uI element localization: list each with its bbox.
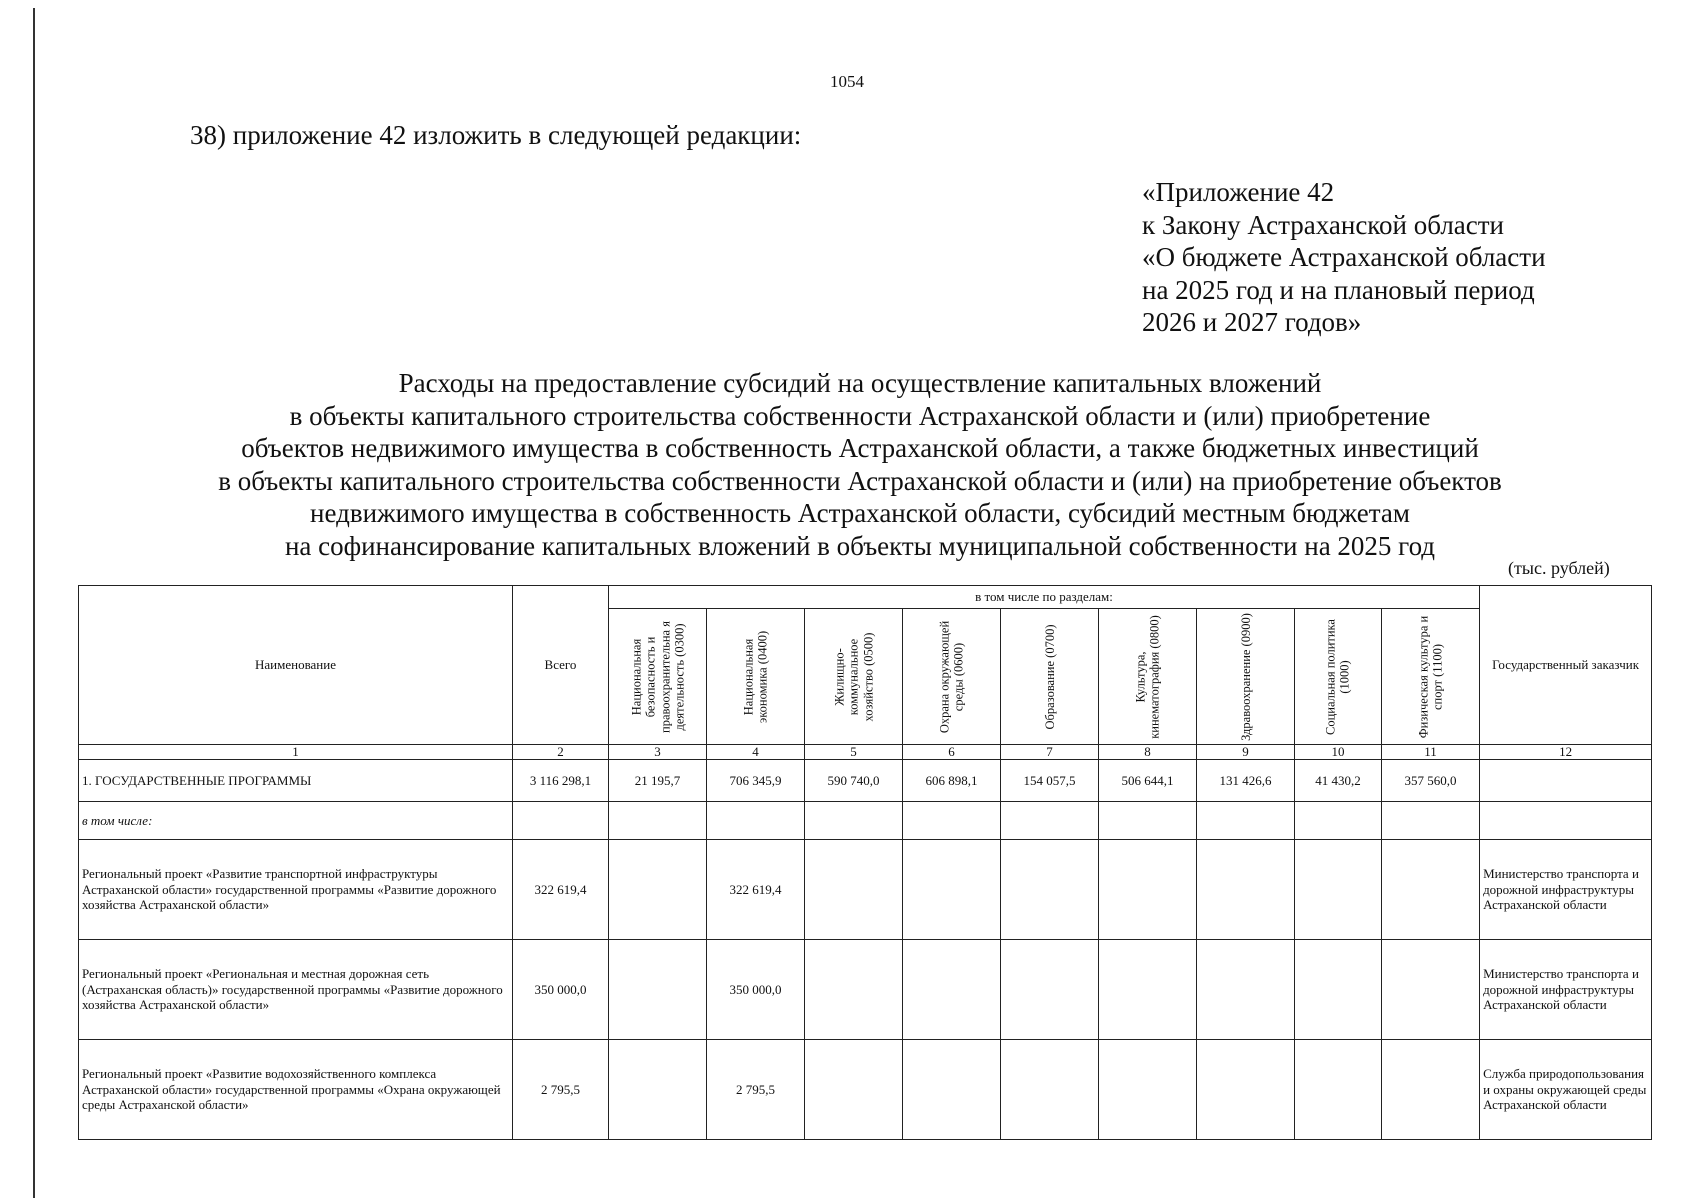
row-section-value — [1382, 802, 1480, 840]
binding-margin-line — [33, 8, 35, 1198]
row-section-value — [1197, 802, 1295, 840]
row-customer — [1480, 802, 1652, 840]
row-section-value — [1197, 840, 1295, 940]
header-section-label: Здравоохранение (0900) — [1238, 612, 1253, 741]
header-section-label: Культура, кинематография (0800) — [1133, 614, 1162, 739]
appendix-ref-line: «О бюджете Астраханской области — [1142, 242, 1546, 272]
row-section-value — [805, 802, 903, 840]
title-line: объектов недвижимого имущества в собственность Астраханской области, а также бюджетных инвестиций — [241, 433, 1479, 463]
header-section-0300 — [609, 609, 707, 745]
title-line: в объекты капитального строительства собственности Астраханской области и (или) на приобретение объектов — [218, 465, 1502, 496]
row-section-value: 154 057,5 — [1001, 760, 1099, 802]
header-name: Наименование — [79, 586, 513, 745]
row-section-value: 131 426,6 — [1197, 760, 1295, 802]
row-customer — [1480, 760, 1652, 802]
column-number: 3 — [609, 745, 707, 760]
row-section-value — [1382, 840, 1480, 940]
row-total — [513, 802, 609, 840]
title-line: в объекты капитального строительства собственности Астраханской области и (или) приобретение — [289, 400, 1431, 431]
row-section-value — [805, 840, 903, 940]
units-label: (тыс. рублей) — [1508, 558, 1610, 578]
row-section-value — [805, 940, 903, 1040]
row-section-value — [903, 840, 1001, 940]
column-number: 7 — [1001, 745, 1099, 760]
row-section-value — [1197, 940, 1295, 1040]
header-section-0700 — [1001, 609, 1099, 745]
row-section-value — [1382, 1040, 1480, 1140]
row-section-value — [609, 940, 707, 1040]
row-section-value — [1099, 940, 1197, 1040]
row-name: Региональный проект «Региональная и местная дорожная сеть (Астраханская область)» государственной программы «Развитие дорожного хозяйства Астраханской области» — [79, 940, 513, 1040]
row-total: 322 619,4 — [513, 840, 609, 940]
header-section-label: Охрана окружающей среды (0600) — [937, 620, 966, 733]
table-row-including — [79, 802, 1652, 840]
row-total: 2 795,5 — [513, 1040, 609, 1140]
appendix-reference — [1142, 176, 1546, 339]
column-number: 5 — [805, 745, 903, 760]
header-section-label: Физическая культура и спорт (1100) — [1416, 615, 1445, 738]
budget-table — [78, 585, 1652, 1140]
row-section-value — [1099, 840, 1197, 940]
row-section-value: 590 740,0 — [805, 760, 903, 802]
amendment-instruction: 38) приложение 42 изложить в следующей редакции: — [190, 120, 802, 150]
appendix-ref-line: «Приложение 42 — [1142, 177, 1335, 207]
row-section-value — [1001, 802, 1099, 840]
row-section-value: 357 560,0 — [1382, 760, 1480, 802]
row-section-value — [1295, 802, 1382, 840]
row-section-value: 322 619,4 — [707, 840, 805, 940]
row-section-value — [1001, 940, 1099, 1040]
row-name: в том числе: — [79, 802, 513, 840]
row-section-value — [903, 802, 1001, 840]
appendix-ref-line: на 2025 год и на плановый период — [1142, 274, 1535, 305]
row-section-value — [609, 802, 707, 840]
row-name: Региональный проект «Развитие водохозяйственного комплекса Астраханской области» государственной программы «Охрана окружающей среды Астраханской области» — [79, 1040, 513, 1140]
row-customer: Министерство транспорта и дорожной инфраструктуры Астраханской области — [1480, 840, 1652, 940]
row-total: 3 116 298,1 — [513, 760, 609, 802]
appendix-ref-line: к Закону Астраханской области — [1142, 209, 1505, 240]
title-line: на софинансирование капитальных вложений в объекты муниципальной собственности на 2025 год — [284, 530, 1436, 561]
header-section-0400 — [707, 609, 805, 745]
header-section-label: Социальная политика (1000) — [1323, 618, 1352, 735]
header-section-0600 — [903, 609, 1001, 745]
row-section-value — [609, 840, 707, 940]
row-section-value — [1197, 1040, 1295, 1140]
row-section-value: 41 430,2 — [1295, 760, 1382, 802]
row-section-value — [1382, 940, 1480, 1040]
row-section-value — [1295, 940, 1382, 1040]
row-section-value — [1099, 1040, 1197, 1140]
row-section-value — [1001, 840, 1099, 940]
header-section-0800 — [1099, 609, 1197, 745]
row-section-value — [1001, 1040, 1099, 1140]
header-section-0500 — [805, 609, 903, 745]
header-section-1100 — [1382, 609, 1480, 745]
row-section-value — [1295, 1040, 1382, 1140]
row-section-value: 506 644,1 — [1099, 760, 1197, 802]
column-number: 10 — [1295, 745, 1382, 760]
row-total: 350 000,0 — [513, 940, 609, 1040]
table-row-project-transport — [79, 840, 1652, 940]
row-section-value — [903, 1040, 1001, 1140]
header-section-label: Национальная экономика (0400) — [741, 630, 770, 723]
row-section-value: 2 795,5 — [707, 1040, 805, 1140]
header-section-0900 — [1197, 609, 1295, 745]
column-number: 8 — [1099, 745, 1197, 760]
header-section-1000 — [1295, 609, 1382, 745]
column-number: 6 — [903, 745, 1001, 760]
table-row-state-programs — [79, 760, 1652, 802]
document-title — [110, 367, 1610, 562]
appendix-ref-line: 2026 и 2027 годов» — [1142, 307, 1362, 337]
column-number: 4 — [707, 745, 805, 760]
row-section-value — [1099, 802, 1197, 840]
header-section-label: Национальная безопасность и правоохранительна я деятельность (0300) — [628, 620, 686, 733]
row-name: Региональный проект «Развитие транспортной инфраструктуры Астраханской области» государственной программы «Развитие дорожного хозяйства Астраханской области» — [79, 840, 513, 940]
table-row-project-water — [79, 1040, 1652, 1140]
column-number-row — [79, 745, 1652, 760]
header-customer: Государственный заказчик — [1480, 586, 1652, 745]
page-number: 1054 — [830, 72, 864, 91]
column-number: 2 — [513, 745, 609, 760]
header-total: Всего — [513, 586, 609, 745]
title-line: недвижимого имущества в собственность Астраханской области, субсидий местным бюджетам — [310, 498, 1410, 528]
header-row-group — [79, 586, 1652, 609]
row-section-value — [805, 1040, 903, 1140]
header-sections-group: в том числе по разделам: — [609, 586, 1480, 609]
table-row-project-road-network — [79, 940, 1652, 1040]
row-section-value: 350 000,0 — [707, 940, 805, 1040]
row-section-value: 606 898,1 — [903, 760, 1001, 802]
row-section-value: 706 345,9 — [707, 760, 805, 802]
column-number: 1 — [79, 745, 513, 760]
row-customer: Министерство транспорта и дорожной инфраструктуры Астраханской области — [1480, 940, 1652, 1040]
row-section-value — [903, 940, 1001, 1040]
row-section-value — [609, 1040, 707, 1140]
column-number: 11 — [1382, 745, 1480, 760]
header-section-label: Жилищно-коммунальное хозяйство (0500) — [831, 632, 875, 721]
header-section-label: Образование (0700) — [1042, 624, 1057, 729]
column-number: 12 — [1480, 745, 1652, 760]
row-section-value — [1295, 840, 1382, 940]
row-section-value: 21 195,7 — [609, 760, 707, 802]
column-number: 9 — [1197, 745, 1295, 760]
title-line: Расходы на предоставление субсидий на осуществление капитальных вложений — [398, 368, 1322, 398]
row-section-value — [707, 802, 805, 840]
row-customer: Служба природопользования и охраны окружающей среды Астраханской области — [1480, 1040, 1652, 1140]
row-name: 1. ГОСУДАРСТВЕННЫЕ ПРОГРАММЫ — [79, 760, 513, 802]
